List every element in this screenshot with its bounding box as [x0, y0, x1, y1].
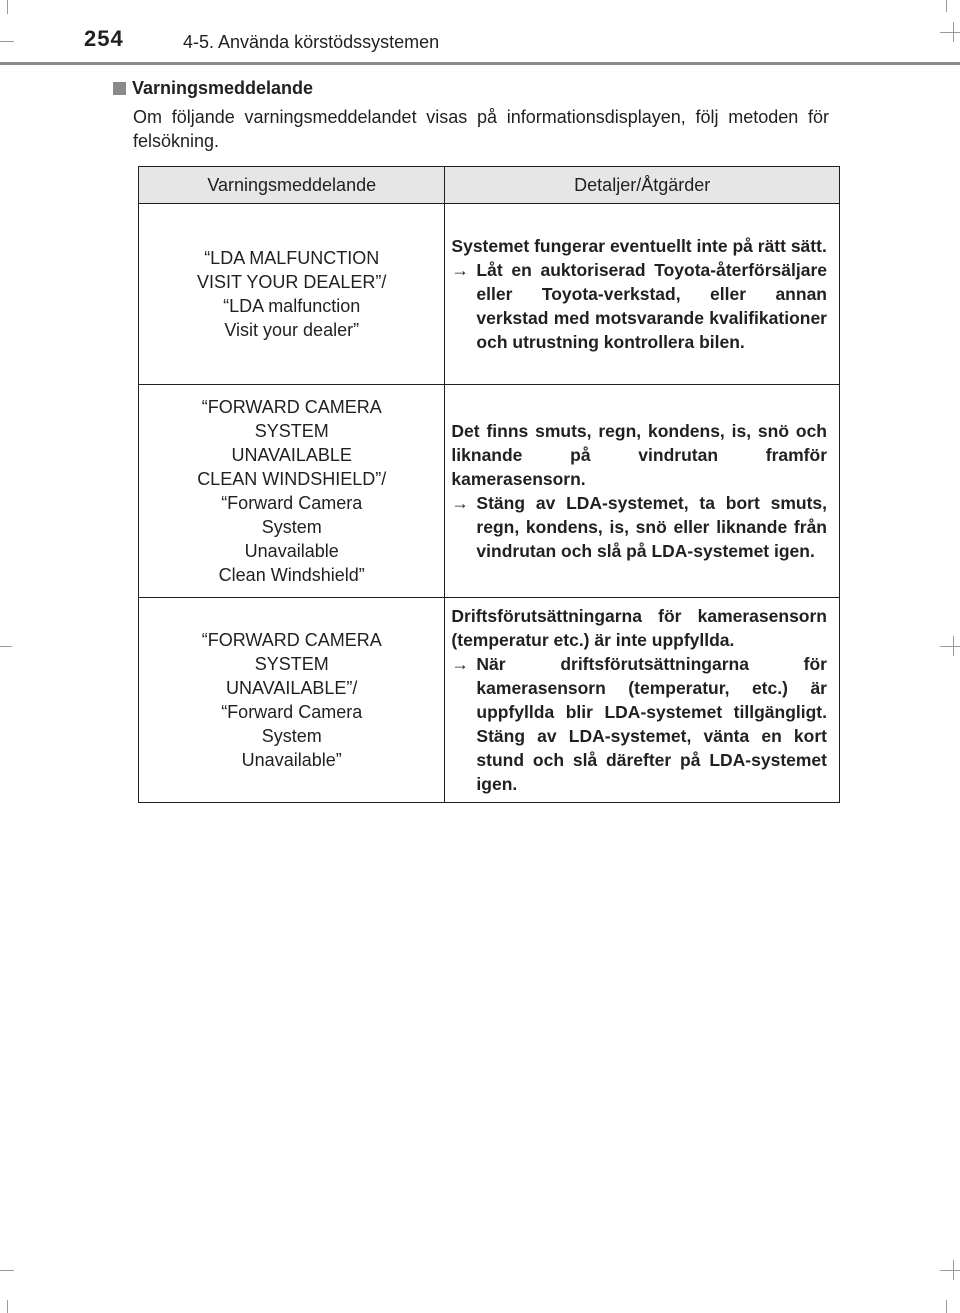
- action-item: [451, 652, 827, 796]
- warning-message-cell: [139, 204, 445, 385]
- crop-mark: [940, 646, 960, 647]
- page-number: 254: [84, 26, 124, 51]
- arrow-right-icon: →: [451, 260, 469, 280]
- warning-message-line: System: [261, 517, 322, 537]
- warning-message-line: “LDA malfunction: [223, 296, 361, 316]
- header-rule: [0, 62, 960, 65]
- crop-mark: [953, 1260, 954, 1280]
- crop-mark: [953, 22, 954, 42]
- crop-mark: [940, 1270, 960, 1271]
- crop-mark: [940, 32, 960, 33]
- table-row: [139, 598, 840, 803]
- action-text: Stäng av LDA-systemet, ta bort smuts, regn, kondens, is, snö eller liknande från vindrutan och slå på LDA-systemet igen.: [476, 493, 827, 561]
- warning-message-line: SYSTEM: [254, 654, 329, 674]
- details-cell: [445, 598, 840, 803]
- section-heading: [113, 78, 313, 99]
- action-item: [451, 258, 827, 354]
- table-header-row: [139, 167, 840, 204]
- crop-mark: [0, 41, 14, 42]
- table-row: [139, 204, 840, 385]
- details-cell: [445, 204, 840, 385]
- action-item: [451, 491, 827, 563]
- warning-message-line: “FORWARD CAMERA: [201, 397, 382, 417]
- warning-table: [138, 166, 840, 803]
- warning-message-line: “Forward Camera: [221, 493, 363, 513]
- cause-text: Det finns smuts, regn, kondens, is, snö och liknande på vindrutan framför kamerasensorn.: [451, 421, 827, 489]
- intro-paragraph: Om följande varningsmeddelandet visas på informationsdisplayen, följ metoden för felsökning.: [133, 107, 829, 151]
- section-heading-text: Varningsmeddelande: [132, 78, 314, 98]
- crop-mark: [0, 1270, 14, 1271]
- warning-message-line: CLEAN WINDSHIELD”/: [197, 469, 387, 489]
- warning-message-cell: [139, 385, 445, 598]
- warning-message-line: Clean Windshield”: [218, 565, 365, 585]
- crop-mark: [953, 636, 954, 656]
- column-header-details: Detaljer/Åtgärder: [445, 167, 840, 204]
- action-text: Låt en auktoriserad Toyota-återförsäljare eller Toyota-verkstad, eller annan verkstad med motsvarande kvalifikationer och utrustning kontrollera bilen.: [476, 260, 827, 352]
- crop-mark: [0, 646, 12, 647]
- warning-message-line: System: [261, 726, 322, 746]
- column-header-message: Varningsmeddelande: [139, 167, 445, 204]
- warning-message-line: “FORWARD CAMERA: [201, 630, 382, 650]
- chapter-title: 4-5. Använda körstödssystemen: [183, 32, 440, 52]
- crop-mark: [946, 0, 947, 12]
- action-text: När driftsförutsättningarna för kamerasensorn (temperatur, etc.) är uppfyllda blir LDA-systemet tillgängligt. Stäng av LDA-systemet, vänta en kort stund och slå därefter på LDA-systemet igen.: [476, 654, 827, 794]
- cause-text: Systemet fungerar eventuellt inte på rätt sätt.: [451, 236, 827, 256]
- warning-message-line: “LDA MALFUNCTION: [204, 248, 380, 268]
- warning-message-cell: [139, 598, 445, 803]
- crop-mark: [7, 1300, 8, 1313]
- warning-message-line: Visit your dealer”: [224, 320, 360, 340]
- crop-mark: [946, 1300, 947, 1313]
- warning-message-line: UNAVAILABLE: [231, 445, 352, 465]
- arrow-right-icon: →: [451, 493, 469, 513]
- crop-mark: [7, 0, 8, 14]
- warning-message-line: Unavailable: [244, 541, 339, 561]
- arrow-right-icon: →: [451, 654, 469, 674]
- warning-message-line: VISIT YOUR DEALER”/: [197, 272, 387, 292]
- square-bullet-icon: [113, 82, 126, 95]
- table-row: [139, 385, 840, 598]
- details-cell: [445, 385, 840, 598]
- warning-message-line: Unavailable”: [241, 750, 342, 770]
- cause-text: Driftsförutsättningarna för kamerasensorn (temperatur etc.) är inte uppfyllda.: [451, 606, 827, 650]
- warning-message-line: SYSTEM: [254, 421, 329, 441]
- warning-message-line: “Forward Camera: [221, 702, 363, 722]
- warning-message-line: UNAVAILABLE”/: [226, 678, 358, 698]
